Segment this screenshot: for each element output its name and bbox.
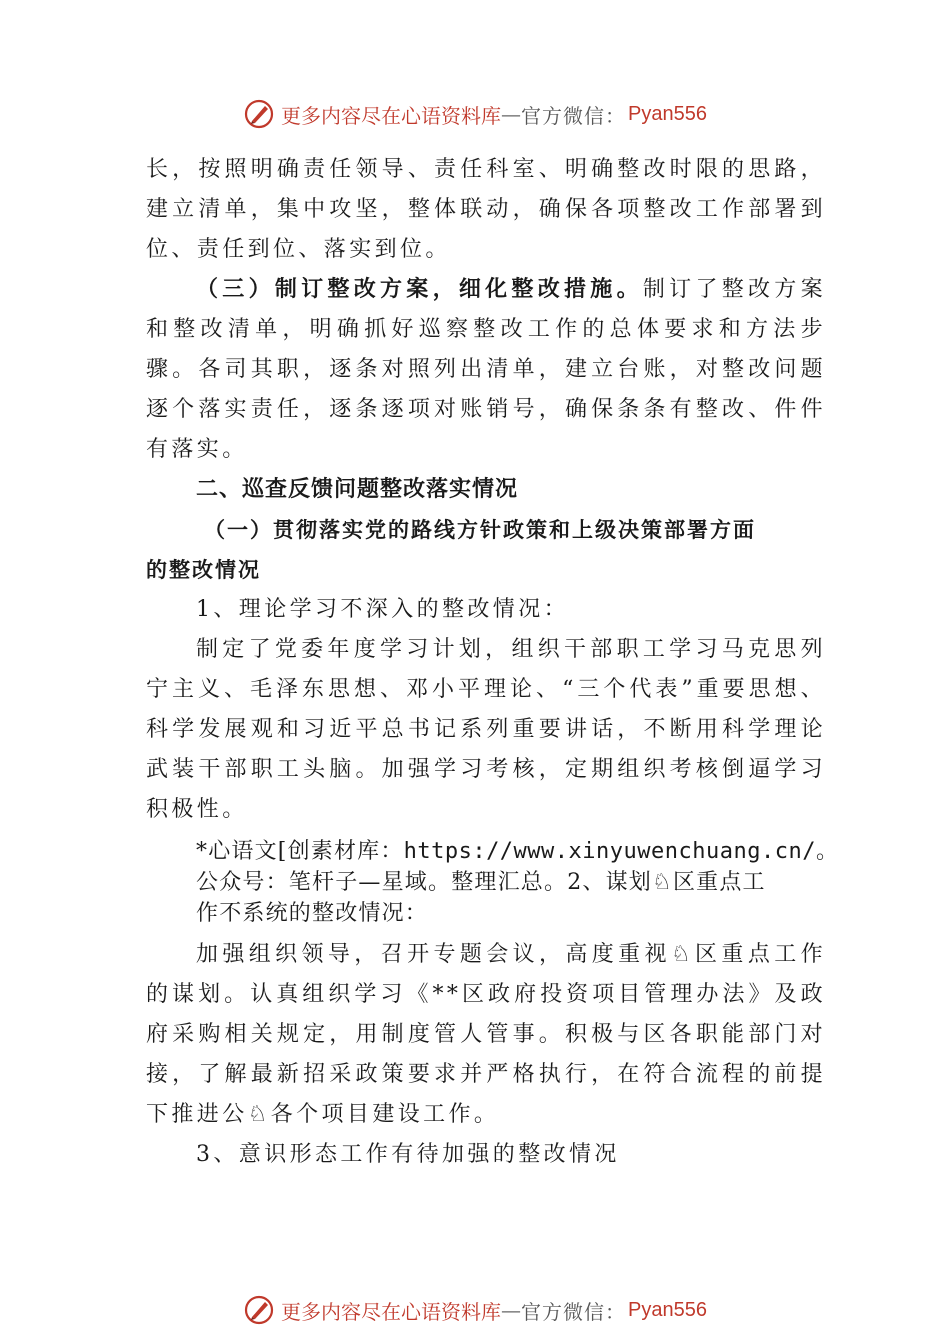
item-2-body-a: 加强组织领导，召开专题会议，高度重视 [196,942,671,967]
item-2-body [146,935,826,1135]
watermark-footer [0,1290,950,1330]
pen-logo-icon [243,98,275,130]
heading-subsection-1-line1: （一）贯彻落实党的路线方针政策和上级决策部署方面 [204,517,756,542]
note-block [146,836,876,929]
heading-subsection-1-line2: 的整改情况 [146,557,261,582]
section-3-heading: （三）制订整改方案，细化整改措施。 [196,277,643,302]
paragraph-section-3 [146,270,826,470]
document-body [146,150,840,1175]
watermark-wechat-id: Pyan556 [628,1298,707,1321]
paragraph-continued: 长，按照明确责任领导、责任科室、明确整改时限的思路，建立清单，集中攻坚，整体联动，确保各项整改工作部署到位、责任到位、落实到位。 [146,157,826,262]
watermark-dash: — [501,102,522,126]
note-line-3: 作不系统的整改情况： [196,901,429,926]
heading-subsection-1 [146,510,826,590]
item-3-title: 3、意识形态工作有待加强的整改情况 [196,1142,620,1167]
note-prefix: *心语文[创素材库： [196,839,404,864]
watermark-site: 更多内容尽在心语资料库 [281,103,502,128]
item-1-body: 制定了党委年度学习计划，组织干部职工学习马克思列宁主义、毛泽东思想、邓小平理论、“三个代表”重要思想、科学发展观和习近平总书记系列重要讲话，不断用科学理论武装干部职工头脑。加强学习考核，定期组织考核倒逼学习积极性。 [146,637,826,822]
watermark-site: 更多内容尽在心语资料库 [281,1299,502,1324]
item-2-body-b: 区重点工作的谋划。认真组织学习《**区政府投资项目管理办法》及政府采购相关规定，用制度管人管事。积极与区各职能部门对接，了解最新招采政策要求并严格执行，在符合流程的前提下推进公 [146,942,826,1127]
glyph-icon: ♘ [652,870,673,895]
watermark-wechat-id: Pyan556 [628,102,707,125]
watermark-header [0,94,950,134]
note-period: 。 [815,839,840,864]
pen-logo-icon [243,1294,275,1326]
watermark-dash: — [501,1298,522,1322]
glyph-icon: ♘ [247,1102,271,1127]
item-1-title: 1、理论学习不深入的整改情况： [196,597,569,622]
note-line-2-end: 区重点工 [672,870,766,895]
watermark-label: 官方微信： [521,1299,627,1324]
item-2-body-c: 各个项目建设工作。 [270,1102,500,1127]
note-url-link[interactable]: https://www.xinyuwenchuang.cn/ [403,839,816,864]
heading-part-2: 二、巡查反馈问题整改落实情况 [196,477,519,502]
note-line-2: 公众号：笔杆子—星域。整理汇总。2、谋划 [196,870,652,895]
watermark-label: 官方微信： [521,103,627,128]
glyph-icon: ♘ [670,942,695,967]
section-3-text: 制订了整改方案和整改清单，明确抓好巡察整改工作的总体要求和方法步骤。各司其职，逐条对照列出清单，建立台账，对整改问题逐个落实责任，逐条逐项对账销号，确保条条有整改、件件有落实。 [146,277,826,462]
